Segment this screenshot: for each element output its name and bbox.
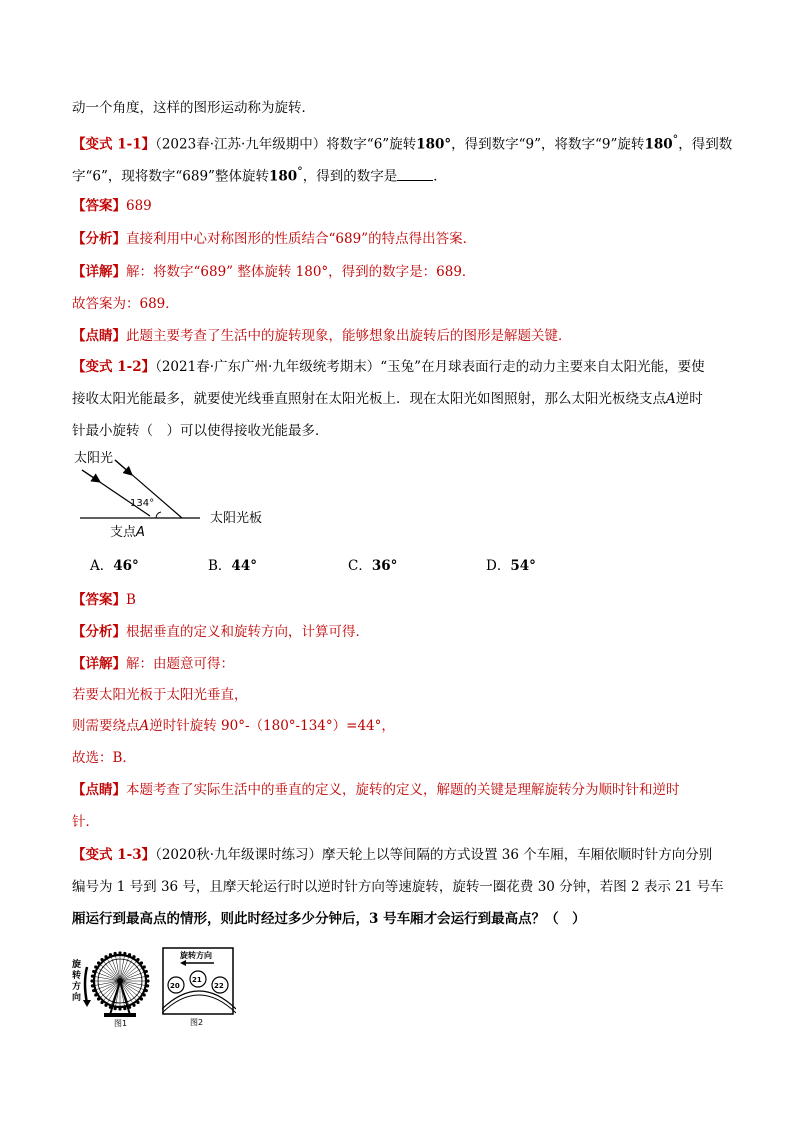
q11-analysis: 【分析】直接利用中心对称图形的性质结合“689”的特点得出答案． bbox=[72, 231, 477, 247]
wheel-car bbox=[97, 961, 100, 964]
wheel-car bbox=[109, 953, 112, 956]
sunlight-arrow-2 bbox=[115, 460, 132, 475]
wheel-car bbox=[100, 1001, 103, 1004]
q13-stem-line1: 【变式 1-3】（2020秋·九年级课时练习）摩天轮上以等间隔的方式设置 36 个车厢，车厢依顺时针方向分别 bbox=[72, 847, 713, 863]
sunlight-label: 太阳光 bbox=[74, 451, 114, 466]
q12-analysis: 【分析】根据垂直的定义和旋转方向，计算可得． bbox=[72, 624, 369, 640]
wheel-car bbox=[104, 1004, 107, 1007]
option-b: B．44° bbox=[208, 558, 257, 574]
q12-detail: 【详解】解：由题意可得： bbox=[72, 656, 234, 672]
wheel-car bbox=[145, 970, 148, 973]
wheel-car bbox=[132, 1004, 135, 1007]
wheel-car bbox=[91, 984, 94, 987]
wheel-car bbox=[92, 970, 95, 973]
q11-stem-line1: 【变式 1-1】（2023春·江苏·九年级期中）将数字“6”旋转180°，得到数字“9”，将数字“9”旋转180°，得到数 bbox=[72, 133, 733, 153]
q13-stem-line3: 厢运行到最高点的情形，则此时经过多少分钟后，3 号车厢才会运行到最高点？（ ） bbox=[72, 911, 586, 927]
car-20 bbox=[168, 977, 184, 993]
rotate-direction-arrow bbox=[85, 967, 87, 1003]
wheel-car bbox=[114, 1007, 117, 1010]
wheel-car bbox=[132, 955, 135, 958]
solar-figure bbox=[70, 448, 280, 543]
q11-conclusion: 故答案为：689． bbox=[72, 296, 179, 312]
wheel-car bbox=[140, 997, 143, 1000]
wheel-car bbox=[94, 993, 97, 996]
q11-label: 【变式 1-1】 bbox=[72, 136, 156, 153]
q12-stem-line1: 【变式 1-2】（2021春·广东广州·九年级统考期末）“玉兔”在月球表面行走的动力主要来自太阳光能，要使 bbox=[72, 359, 705, 375]
svg-text:21: 21 bbox=[192, 976, 202, 984]
wheel-car bbox=[97, 997, 100, 1000]
q12-stem-line2: 接收太阳光能最多，就要使光线垂直照射在太阳光板上．现在太阳光如图照射，那么太阳光板绕支点A逆时 bbox=[72, 391, 703, 407]
q11-detail: 【详解】解：将数字“689” 整体旋转 180°，得到的数字是：689． bbox=[72, 264, 476, 280]
car-21 bbox=[190, 971, 206, 987]
rotate-char-4: 向 bbox=[72, 993, 82, 1003]
wheel-car bbox=[146, 975, 149, 978]
wheel-car bbox=[114, 952, 117, 955]
figure1-caption: 图1 bbox=[114, 1019, 128, 1027]
q12-answer: 【答案】B bbox=[72, 592, 136, 608]
wheel-arc bbox=[162, 991, 236, 1009]
option-c: C．36° bbox=[348, 558, 398, 574]
wheel-car bbox=[118, 1007, 121, 1010]
wheel-car bbox=[146, 979, 149, 982]
rotate-char-3: 方 bbox=[72, 982, 82, 992]
rotate-char-1: 旋 bbox=[72, 960, 82, 970]
q12-step1: 若要太阳光板于太阳光垂直， bbox=[72, 687, 248, 703]
q11-stem-line2: 字“6”，现将数字“689”整体旋转180°，得到的数字是 ． bbox=[72, 165, 447, 185]
option-a: A．46° bbox=[90, 558, 139, 574]
wheel-car bbox=[146, 984, 149, 987]
pivot-label: 支点A bbox=[110, 525, 145, 540]
q12-stem-line3: 针最小旋转（ ）可以使得接收光能最多． bbox=[72, 423, 329, 439]
intro-line: 动一个角度，这样的图形运动称为旋转． bbox=[72, 100, 315, 116]
wheel-car bbox=[143, 993, 146, 996]
wheel-car bbox=[100, 958, 103, 961]
q13-stem-line2: 编号为 1 号到 36 号，且摩天轮运行时以逆时针方向等速旋转，旋转一圈花费 30 分钟，若图 2 表示 21 号车 bbox=[72, 879, 724, 895]
ferris-wheel-figure1 bbox=[70, 945, 158, 1027]
svg-text:20: 20 bbox=[170, 982, 180, 990]
rotate-char-2: 转 bbox=[72, 971, 82, 981]
wheel-car bbox=[92, 989, 95, 992]
wheel-car bbox=[140, 961, 143, 964]
q12-comment-line1: 【点睛】本题考查了实际生活中的垂直的定义，旋转的定义，解题的关键是理解旋转分为顺时针和逆时 bbox=[72, 782, 680, 798]
wheel-car bbox=[145, 989, 148, 992]
wheel-car bbox=[118, 951, 121, 954]
angle-label: 134° bbox=[130, 498, 155, 509]
q11-comment: 【点睛】此题主要考查了生活中的旋转现象，能够想象出旋转后的图形是解题关键． bbox=[72, 328, 572, 344]
wheel-car bbox=[143, 965, 146, 968]
wheel-car bbox=[123, 1007, 126, 1010]
panel-label: 太阳光板 bbox=[210, 511, 263, 526]
answer-blank bbox=[397, 168, 433, 181]
car-22 bbox=[212, 977, 228, 993]
ferris-wheel-figure2 bbox=[162, 945, 236, 1027]
q12-step2: 则需要绕点A逆时针旋转 90°-（180°-134°）=44°， bbox=[72, 718, 395, 734]
wheel-car bbox=[136, 958, 139, 961]
wheel-car bbox=[123, 952, 126, 955]
wheel-car bbox=[136, 1001, 139, 1004]
figure2-caption: 图2 bbox=[190, 1018, 204, 1027]
q12-comment-line2: 针． bbox=[72, 814, 99, 830]
wheel-car bbox=[91, 975, 94, 978]
svg-text:22: 22 bbox=[214, 982, 224, 990]
wheel-car bbox=[104, 955, 107, 958]
figure2-rotate-label: 旋转方向 bbox=[180, 951, 212, 960]
sunlight-arrow-1 bbox=[82, 470, 100, 482]
wheel-car bbox=[94, 965, 97, 968]
q12-conclusion: 故选：B． bbox=[72, 750, 136, 766]
wheel-car bbox=[128, 953, 131, 956]
wheel-car bbox=[90, 979, 93, 982]
option-d: D．54° bbox=[486, 558, 536, 574]
q11-answer: 【答案】689 bbox=[72, 198, 152, 214]
angle-arc bbox=[156, 512, 161, 518]
